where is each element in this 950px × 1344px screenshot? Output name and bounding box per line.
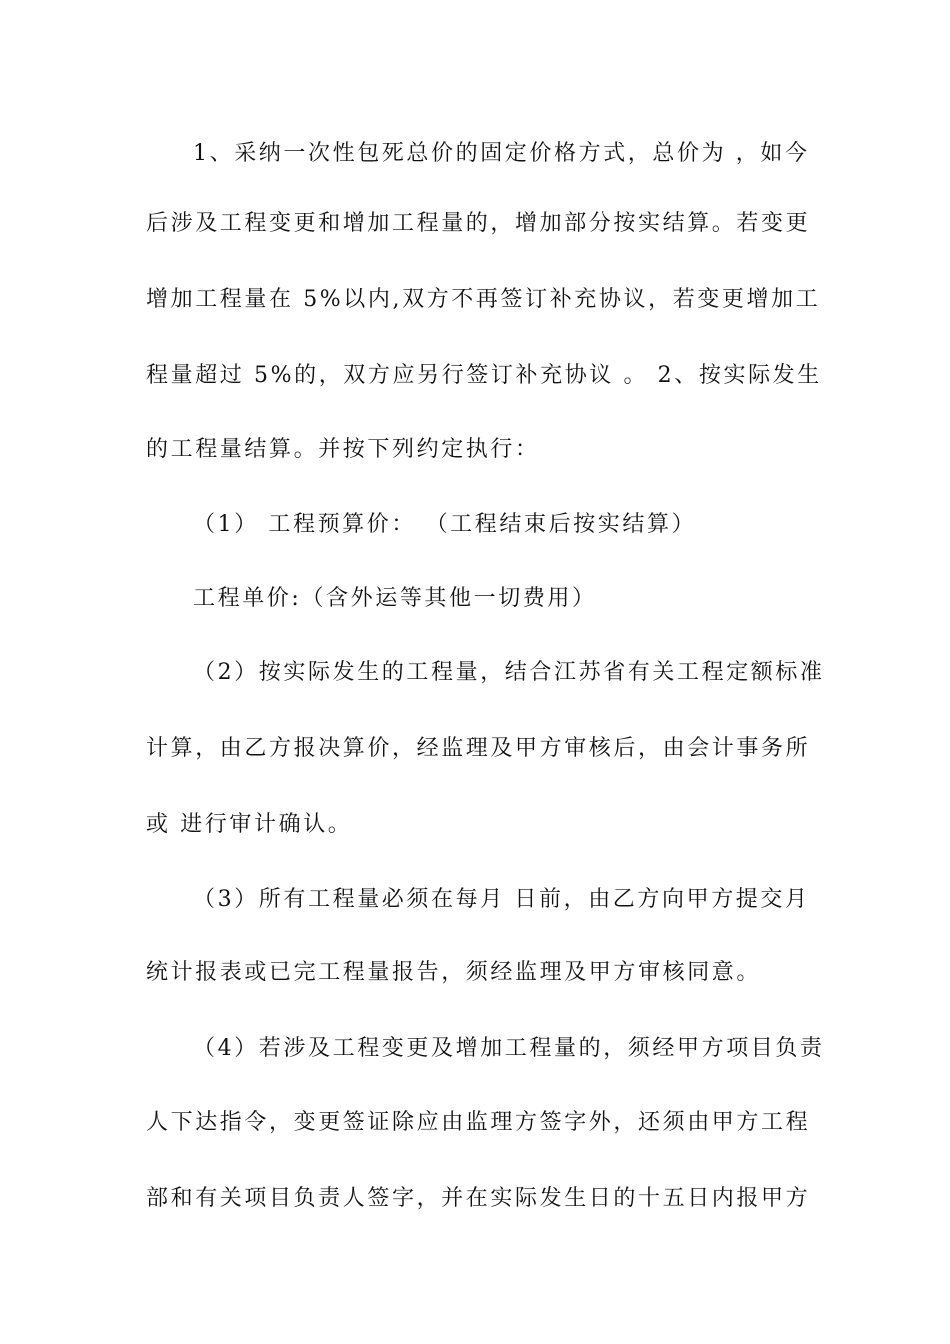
paragraph-line-13: （4）若涉及工程变更及增加工程量的，须经甲方项目负责 <box>193 1036 825 1061</box>
paragraph-line-3: 增加工程量在 5%以内,双方不再签订补充协议，若变更增加工 <box>146 287 821 312</box>
paragraph-line-14: 人下达指令，变更签证除应由监理方签字外，还须由甲方工程 <box>146 1110 811 1135</box>
paragraph-line-9: 计算，由乙方报决算价，经监理及甲方审核后，由会计事务所 <box>146 736 811 761</box>
paragraph-line-6: （1） 工程预算价： （工程结束后按实结算） <box>193 512 697 537</box>
paragraph-line-15: 部和有关项目负责人签字，并在实际发生日的十五日内报甲方 <box>146 1186 811 1211</box>
paragraph-line-10: 或 进行审计确认。 <box>146 812 353 837</box>
paragraph-line-5: 的工程量结算。并按下列约定执行： <box>146 437 540 462</box>
paragraph-line-7: 工程单价:（含外运等其他一切费用） <box>193 586 597 611</box>
paragraph-line-11: （3）所有工程量必须在每月 日前，由乙方向甲方提交月 <box>193 887 810 912</box>
paragraph-line-12: 统计报表或已完工程量报告，须经监理及甲方审核同意。 <box>146 960 762 985</box>
paragraph-line-8: （2）按实际发生的工程量，结合江苏省有关工程定额标准 <box>193 660 825 685</box>
paragraph-line-4: 程量超过 5%的，双方应另行签订补充协议 。 2、按实际发生 <box>146 363 822 388</box>
paragraph-line-1: 1、采纳一次性包死总价的固定价格方式，总价为 ，如今 <box>193 141 810 166</box>
paragraph-line-2: 后涉及工程变更和增加工程量的，增加部分按实结算。若变更 <box>146 211 811 236</box>
